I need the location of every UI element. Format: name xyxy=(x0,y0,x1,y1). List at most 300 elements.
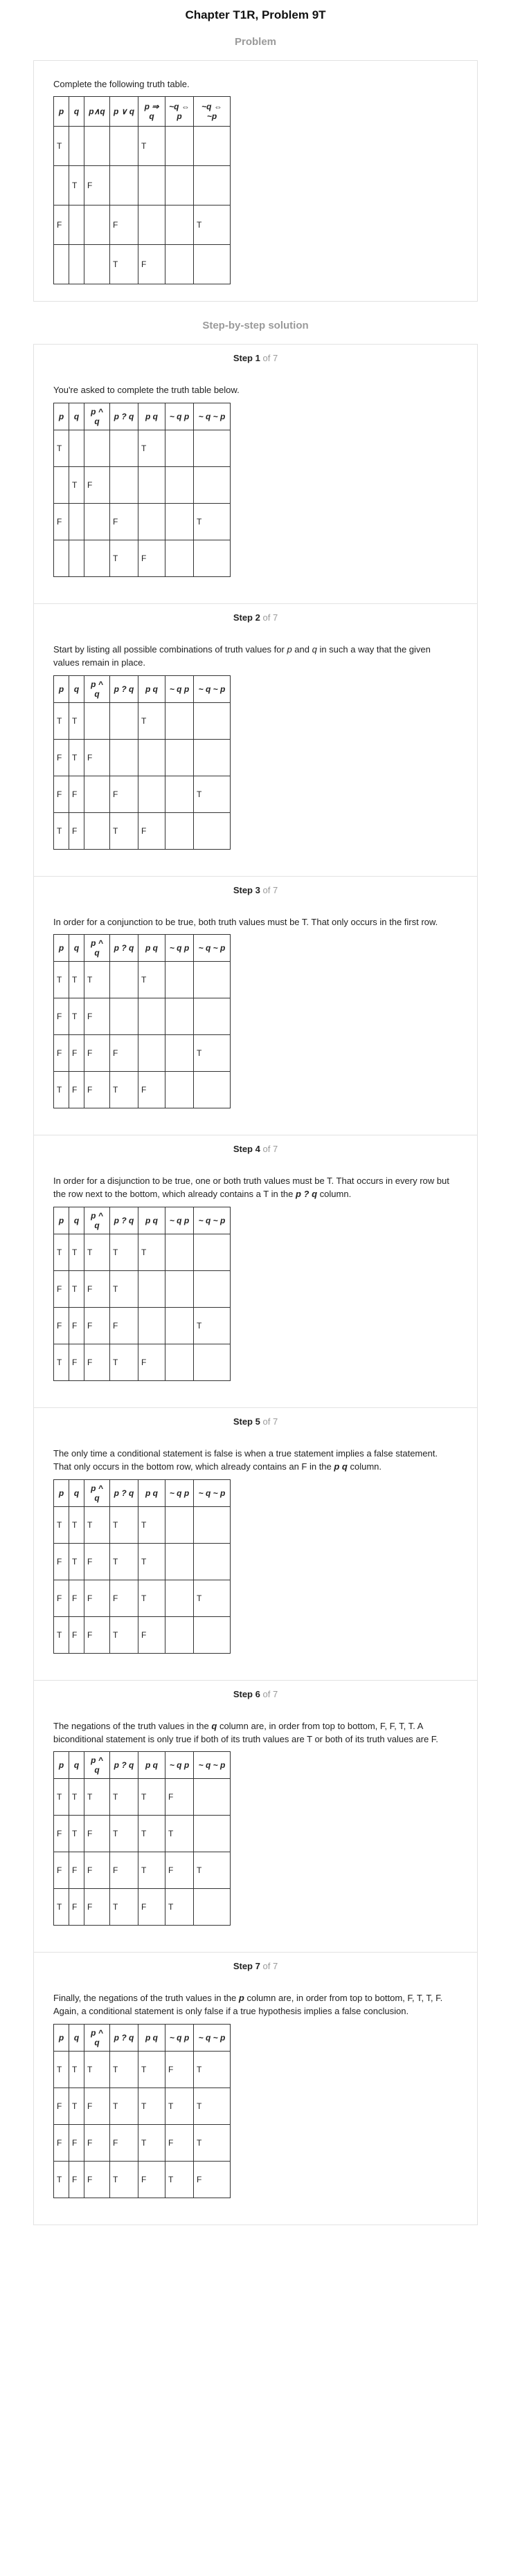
problem-header-cell: ~q ⇔ p xyxy=(165,97,194,127)
problem-table-cell xyxy=(165,205,194,245)
step-header-cell: p ^ q xyxy=(84,935,110,962)
problem-table-cell: T xyxy=(69,166,84,205)
step-header-cell: q xyxy=(69,1479,84,1506)
step-table-cell xyxy=(165,812,194,849)
step-table-cell xyxy=(194,430,231,466)
step-table-row xyxy=(54,962,231,998)
step-header-cell: p ^ q xyxy=(84,403,110,430)
step-table-cell xyxy=(165,1616,194,1653)
step-table-cell: T xyxy=(54,1506,69,1543)
step-table-header-row xyxy=(54,1207,231,1234)
step-table-cell: F xyxy=(54,2125,69,2162)
step-header-cell: p ^ q xyxy=(84,1752,110,1779)
step-table-row xyxy=(54,1616,231,1653)
step-table-cell xyxy=(138,1035,165,1072)
step-table-cell: F xyxy=(84,1852,110,1889)
problem-table-cell xyxy=(84,127,110,166)
step-header-cell: p q xyxy=(138,403,165,430)
step-word: Step xyxy=(233,1688,253,1699)
step-table-cell: T xyxy=(138,962,165,998)
step-text xyxy=(53,384,458,397)
step-text xyxy=(53,1175,458,1201)
step-table-cell: F xyxy=(84,1072,110,1108)
step-header-cell: ~ q p xyxy=(165,1752,194,1779)
step-header-cell: q xyxy=(69,935,84,962)
step-table-cell xyxy=(194,1816,231,1852)
step-header-cell: p ^ q xyxy=(84,675,110,702)
step-table-cell xyxy=(165,998,194,1035)
step-table-cell: F xyxy=(110,503,138,540)
problem-table-cell: F xyxy=(54,205,69,245)
step-table-cell: T xyxy=(165,2088,194,2125)
step-table-cell: T xyxy=(138,1580,165,1616)
step-table-cell xyxy=(165,1506,194,1543)
step-5 xyxy=(34,1408,477,1681)
step-table-cell: F xyxy=(194,2162,231,2198)
step-table-cell: T xyxy=(69,1506,84,1543)
problem-table-cell xyxy=(165,245,194,284)
step-table-cell: T xyxy=(138,1543,165,1580)
step-table-cell xyxy=(110,430,138,466)
step-text-fragment: Start by listing all possible combinations of truth values for xyxy=(53,643,287,655)
step-table-cell: T xyxy=(165,2162,194,2198)
step-text-fragment: Finally, the negations of the truth values in the xyxy=(53,1993,239,2004)
step-table-row xyxy=(54,1816,231,1852)
step-table-cell: F xyxy=(165,2125,194,2162)
step-table-cell: F xyxy=(84,2162,110,2198)
step-table-cell xyxy=(194,540,231,576)
step-table-cell xyxy=(54,540,69,576)
step-header-cell: p q xyxy=(138,1207,165,1234)
step-header-cell: ~ q ~ p xyxy=(194,1479,231,1506)
step-table-cell xyxy=(110,739,138,776)
step-table-cell: T xyxy=(69,1779,84,1816)
step-table-cell: T xyxy=(110,1616,138,1653)
step-table-cell: T xyxy=(69,466,84,503)
step-table-cell: T xyxy=(69,2088,84,2125)
step-table-cell xyxy=(110,962,138,998)
problem-table-header-row xyxy=(54,97,231,127)
step-header-cell: q xyxy=(69,1207,84,1234)
step-table-cell xyxy=(194,1889,231,1926)
step-table-cell xyxy=(194,1616,231,1653)
problem-table-cell xyxy=(194,245,231,284)
step-table-cell: F xyxy=(69,1580,84,1616)
step-table-cell xyxy=(165,1271,194,1308)
step-header-cell: ~ q p xyxy=(165,935,194,962)
step-word: Step xyxy=(233,1961,253,1972)
step-table-cell: T xyxy=(110,1779,138,1816)
step-table-row xyxy=(54,540,231,576)
step-truth-table xyxy=(53,2024,231,2198)
step-table-cell: T xyxy=(165,1816,194,1852)
step-table-cell: F xyxy=(54,1035,69,1072)
step-truth-table xyxy=(53,1479,231,1654)
step-header xyxy=(53,612,458,623)
step-table-row xyxy=(54,2052,231,2088)
step-table-cell xyxy=(194,1543,231,1580)
step-text xyxy=(53,1992,458,2018)
step-table-cell: F xyxy=(110,1852,138,1889)
step-table-cell: F xyxy=(138,540,165,576)
step-2 xyxy=(34,604,477,877)
step-table-cell xyxy=(194,1271,231,1308)
step-table-cell: F xyxy=(165,2052,194,2088)
solution-card xyxy=(33,344,478,2225)
step-header-cell: ~ q p xyxy=(165,1207,194,1234)
step-table-cell: T xyxy=(69,702,84,739)
step-table-cell xyxy=(84,812,110,849)
problem-header-cell: ~q ⇔ ~p xyxy=(194,97,231,127)
problem-table-cell xyxy=(69,205,84,245)
step-table-cell: T xyxy=(194,776,231,812)
step-text-fragment: column are, in order from top to bottom, F, T, T, F. Again, a conditional statement is only false if a true hypothesis implies a false conclusion. xyxy=(53,1993,443,2017)
step-text-fragment: and xyxy=(292,643,312,655)
step-table-cell xyxy=(165,466,194,503)
step-table-header-row xyxy=(54,403,231,430)
step-header-cell: p q xyxy=(138,675,165,702)
step-of-total: of 7 xyxy=(262,1144,278,1155)
step-text-fragment: in such a way that the given values remain in place. xyxy=(53,643,431,668)
step-table-cell: T xyxy=(110,1816,138,1852)
step-table-cell xyxy=(138,998,165,1035)
step-table-cell: F xyxy=(69,1308,84,1344)
step-table-cell xyxy=(194,702,231,739)
step-table-cell: T xyxy=(84,1506,110,1543)
step-table-cell: T xyxy=(110,1271,138,1308)
step-table-row xyxy=(54,1580,231,1616)
step-table-cell: F xyxy=(54,1543,69,1580)
step-table-row xyxy=(54,430,231,466)
step-table-cell: T xyxy=(194,1308,231,1344)
step-table-cell xyxy=(165,962,194,998)
step-table-cell: T xyxy=(54,1779,69,1816)
step-text xyxy=(53,643,458,670)
problem-table-cell xyxy=(110,127,138,166)
step-table-cell: T xyxy=(138,2052,165,2088)
step-text-variable: p xyxy=(238,1993,244,2004)
step-table-row xyxy=(54,1035,231,1072)
step-table-cell xyxy=(165,503,194,540)
step-table-cell: T xyxy=(194,503,231,540)
step-truth-table xyxy=(53,1207,231,1381)
step-header-cell: q xyxy=(69,1752,84,1779)
step-header xyxy=(53,1416,458,1427)
step-7 xyxy=(34,1953,477,2225)
step-header xyxy=(53,1961,458,1971)
solution-section-title: Step-by-step solution xyxy=(202,320,309,331)
step-table-cell: F xyxy=(69,1616,84,1653)
problem-table-cell: F xyxy=(110,205,138,245)
step-table-cell: F xyxy=(84,1580,110,1616)
step-table-cell: T xyxy=(138,1506,165,1543)
step-table-cell: F xyxy=(84,1889,110,1926)
step-header-cell: p xyxy=(54,403,69,430)
step-table-cell: T xyxy=(138,2088,165,2125)
step-text-fragment: In order for a disjunction to be true, one or both truth values must be T. That occurs in every row but the row next to the bottom, which already contains a T in the xyxy=(53,1176,449,1200)
step-table-cell: F xyxy=(138,2162,165,2198)
step-table-cell: T xyxy=(69,739,84,776)
step-header-cell: p ? q xyxy=(110,2025,138,2052)
step-table-cell xyxy=(165,1543,194,1580)
step-table-cell xyxy=(165,1234,194,1271)
step-table-cell xyxy=(194,812,231,849)
step-table-cell xyxy=(194,998,231,1035)
step-table-cell: T xyxy=(54,1234,69,1271)
step-table-cell: F xyxy=(54,1852,69,1889)
step-table-cell xyxy=(194,1779,231,1816)
problem-table-cell: T xyxy=(54,127,69,166)
step-table-cell: T xyxy=(54,2162,69,2198)
problem-table-cell xyxy=(194,166,231,205)
step-table-cell: T xyxy=(194,1580,231,1616)
step-header-cell: ~ q ~ p xyxy=(194,935,231,962)
problem-table-row xyxy=(54,127,231,166)
step-table-cell: T xyxy=(110,1072,138,1108)
step-table-cell: F xyxy=(54,776,69,812)
step-text-fragment: column. xyxy=(317,1189,352,1200)
step-table-cell xyxy=(138,739,165,776)
step-table-cell: F xyxy=(69,1889,84,1926)
step-table-cell: T xyxy=(110,1889,138,1926)
step-text-fragment: In order for a conjunction to be true, both truth values must be T. That only occurs in the first row. xyxy=(53,916,438,927)
step-header-cell: ~ q p xyxy=(165,2025,194,2052)
problem-table-cell xyxy=(54,245,69,284)
step-table-row xyxy=(54,812,231,849)
step-table-cell xyxy=(138,466,165,503)
step-table-cell: T xyxy=(84,1779,110,1816)
step-table-row xyxy=(54,2088,231,2125)
step-table-cell: F xyxy=(84,466,110,503)
step-header-cell: ~ q p xyxy=(165,403,194,430)
step-header-cell: p xyxy=(54,1479,69,1506)
step-text-fragment: column are, in order from top to bottom, F, F, T, T. A biconditional statement is only true if both of its truth values are T or both of its truth values are F. xyxy=(53,1720,438,1744)
step-table-cell: T xyxy=(84,2052,110,2088)
step-number: 3 xyxy=(255,884,260,895)
step-table-cell xyxy=(84,540,110,576)
step-table-cell xyxy=(138,1308,165,1344)
step-text xyxy=(53,1447,458,1474)
step-table-cell: F xyxy=(165,1852,194,1889)
step-header-cell: ~ q ~ p xyxy=(194,2025,231,2052)
step-table-cell: F xyxy=(84,1816,110,1852)
step-table-cell: F xyxy=(138,1889,165,1926)
step-table-cell xyxy=(69,503,84,540)
step-truth-table xyxy=(53,934,231,1108)
problem-header-cell: p ⇒ q xyxy=(138,97,165,127)
problem-table-cell xyxy=(84,245,110,284)
problem-card xyxy=(33,60,478,302)
step-table-row xyxy=(54,1234,231,1271)
step-text-fragment: You're asked to complete the truth table below. xyxy=(53,385,240,395)
step-table-header-row xyxy=(54,935,231,962)
step-4 xyxy=(34,1135,477,1408)
step-table-cell xyxy=(165,1072,194,1108)
step-table-cell xyxy=(110,998,138,1035)
step-text-variable: p xyxy=(287,643,292,655)
step-table-cell: F xyxy=(84,2088,110,2125)
step-table-row xyxy=(54,1852,231,1889)
problem-table-cell xyxy=(84,205,110,245)
step-table-cell: F xyxy=(84,1543,110,1580)
step-table-row xyxy=(54,1308,231,1344)
step-table-cell: F xyxy=(84,739,110,776)
step-table-cell: F xyxy=(84,1616,110,1653)
problem-table-row xyxy=(54,245,231,284)
step-header-cell: ~ q ~ p xyxy=(194,675,231,702)
step-table-header-row xyxy=(54,2025,231,2052)
problem-table-cell xyxy=(54,166,69,205)
step-table-cell: T xyxy=(110,812,138,849)
step-table-cell: T xyxy=(138,2125,165,2162)
step-table-cell: T xyxy=(110,540,138,576)
step-truth-table xyxy=(53,675,231,850)
problem-table-cell xyxy=(138,205,165,245)
step-table-cell xyxy=(194,1506,231,1543)
problem-table-row xyxy=(54,166,231,205)
step-table-cell: F xyxy=(84,2125,110,2162)
step-table-cell xyxy=(84,776,110,812)
step-of-total: of 7 xyxy=(262,1688,278,1699)
step-table-cell: F xyxy=(54,1580,69,1616)
step-table-cell: T xyxy=(194,1852,231,1889)
problem-table-cell: T xyxy=(110,245,138,284)
problem-table-cell: T xyxy=(194,205,231,245)
step-header-cell: p ^ q xyxy=(84,2025,110,2052)
step-table-cell xyxy=(194,962,231,998)
step-number: 6 xyxy=(255,1688,260,1699)
step-header xyxy=(53,353,458,363)
step-header-cell: q xyxy=(69,2025,84,2052)
problem-table-cell xyxy=(194,127,231,166)
step-number: 7 xyxy=(255,1961,260,1972)
step-of-total: of 7 xyxy=(262,353,278,363)
step-table-cell: T xyxy=(54,1616,69,1653)
step-table-cell xyxy=(165,702,194,739)
problem-table-cell xyxy=(110,166,138,205)
step-table-row xyxy=(54,466,231,503)
step-table-cell: F xyxy=(138,1616,165,1653)
step-table-row xyxy=(54,503,231,540)
step-table-row xyxy=(54,998,231,1035)
problem-prompt: Complete the following truth table. xyxy=(53,79,190,89)
problem-header-cell: p ∨ q xyxy=(110,97,138,127)
step-table-row xyxy=(54,1506,231,1543)
step-header xyxy=(53,1144,458,1154)
step-table-cell: F xyxy=(54,998,69,1035)
step-table-cell xyxy=(138,776,165,812)
step-text-fragment: The only time a conditional statement is false is when a true statement implies a false statement. That only occurs in the bottom row, which already contains an F in the xyxy=(53,1448,438,1472)
step-header-cell: p ? q xyxy=(110,1479,138,1506)
step-number: 5 xyxy=(255,1416,260,1427)
step-table-cell: T xyxy=(69,1234,84,1271)
step-table-cell xyxy=(84,503,110,540)
step-header-cell: ~ q ~ p xyxy=(194,1207,231,1234)
step-table-cell: T xyxy=(54,702,69,739)
step-table-cell: F xyxy=(110,1580,138,1616)
step-header-cell: ~ q p xyxy=(165,675,194,702)
step-table-cell: T xyxy=(84,1234,110,1271)
step-of-total: of 7 xyxy=(262,1416,278,1427)
step-header-cell: p ? q xyxy=(110,675,138,702)
step-table-cell: F xyxy=(110,1308,138,1344)
step-table-cell xyxy=(84,702,110,739)
step-table-cell: T xyxy=(138,1234,165,1271)
step-table-cell: F xyxy=(69,2162,84,2198)
problem-table-cell xyxy=(69,245,84,284)
step-number: 4 xyxy=(255,1144,260,1155)
step-table-header-row xyxy=(54,1479,231,1506)
step-header-cell: q xyxy=(69,675,84,702)
step-table-cell xyxy=(194,739,231,776)
step-table-cell: T xyxy=(194,1035,231,1072)
step-table-cell: F xyxy=(110,776,138,812)
step-table-row xyxy=(54,739,231,776)
step-table-cell: T xyxy=(69,962,84,998)
step-table-cell: T xyxy=(54,2052,69,2088)
step-word: Step xyxy=(233,353,253,363)
problem-header-cell: p xyxy=(54,97,69,127)
step-table-cell: F xyxy=(84,1035,110,1072)
step-table-cell: F xyxy=(110,1035,138,1072)
step-table-cell xyxy=(165,1035,194,1072)
step-header-cell: p xyxy=(54,1207,69,1234)
step-table-header-row xyxy=(54,675,231,702)
step-table-row xyxy=(54,702,231,739)
step-table-cell: T xyxy=(54,1072,69,1108)
step-header-cell: p q xyxy=(138,1752,165,1779)
step-header xyxy=(53,885,458,895)
step-header-cell: p xyxy=(54,935,69,962)
step-table-cell xyxy=(165,739,194,776)
step-table-cell xyxy=(54,466,69,503)
step-table-cell: T xyxy=(138,1779,165,1816)
step-truth-table xyxy=(53,1751,231,1926)
step-table-cell: T xyxy=(110,2162,138,2198)
step-header-cell: p xyxy=(54,2025,69,2052)
step-number: 2 xyxy=(255,612,260,623)
step-table-row xyxy=(54,1779,231,1816)
step-table-cell: F xyxy=(84,1308,110,1344)
step-table-cell: F xyxy=(165,1779,194,1816)
step-table-row xyxy=(54,2125,231,2162)
step-table-cell: F xyxy=(54,1308,69,1344)
step-word: Step xyxy=(233,612,253,623)
step-table-row xyxy=(54,1889,231,1926)
step-table-cell: T xyxy=(110,1543,138,1580)
step-text xyxy=(53,1720,458,1746)
step-table-cell: F xyxy=(69,1852,84,1889)
step-table-cell: F xyxy=(69,1072,84,1108)
step-table-cell: F xyxy=(138,812,165,849)
step-table-cell: F xyxy=(84,998,110,1035)
step-table-cell xyxy=(69,540,84,576)
step-table-cell xyxy=(165,430,194,466)
problem-table-cell: F xyxy=(84,166,110,205)
problem-truth-table xyxy=(53,96,231,284)
step-table-cell: F xyxy=(138,1072,165,1108)
step-table-cell: T xyxy=(110,2052,138,2088)
step-table-cell xyxy=(194,466,231,503)
step-table-cell: T xyxy=(69,2052,84,2088)
step-table-cell: F xyxy=(54,2088,69,2125)
step-table-row xyxy=(54,2162,231,2198)
step-table-header-row xyxy=(54,1752,231,1779)
step-text xyxy=(53,916,458,929)
step-header xyxy=(53,1689,458,1699)
step-of-total: of 7 xyxy=(262,884,278,895)
step-table-cell xyxy=(165,776,194,812)
